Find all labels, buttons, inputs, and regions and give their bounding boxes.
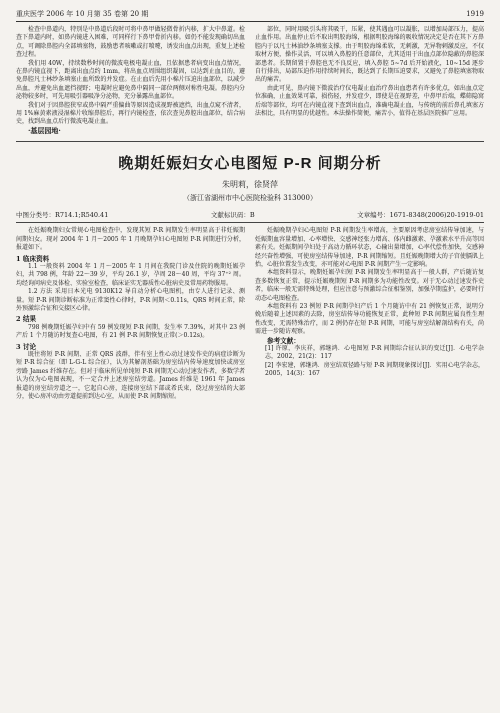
document-code: 文献标识码：B xyxy=(210,211,255,220)
body-left-column xyxy=(16,227,245,401)
paragraph: 在妊娠晚期妇女常规心电图检查中，发现其短 P-R 间期发生率明显高于非妊娠期间期妇女。现对 2004 年 1 月～2005 年 1 月晚期孕妇心电图短 P-R 间期进行分析，报道如下。 xyxy=(16,227,245,252)
paragraph: 由此可见，鼻内镜下微波治疗仪电凝止血治疗鼻出血患者有许多优点，如出血点定位准确，止血效果可靠，损伤轻，并发症少，即使是在视野差，中鼻甲后端，蝶筛隐窝后端等部位，均可在内镜直视下查到出血点，准确电凝止血，与传统的前后鼻孔填塞方法相比，具有明显的优越性。本法操作简便，痛苦小，值得在基层医院推广应用。 xyxy=(255,84,484,118)
journal-issue: 重庆医学 2006 年 10 月第 35 卷第 20 期 xyxy=(16,10,149,18)
article-affiliation: （浙江省湖州市中心医院检验科 313000） xyxy=(183,194,317,203)
article-title: 晚期妊娠妇女心电图短 P-R 间期分析 xyxy=(118,155,382,173)
article-body xyxy=(16,227,484,401)
paragraph: 我们对于因鼻腔狭窄或鼻中隔严重偏曲等原因造成视野被遮挡，出血点窥不清者，用 1%麻黄素液浸湿棉片收缩鼻腔后，再行内镜检查，依次查见鼻腔出血部位，结合病史，找到出血点后行微波电凝止血。 xyxy=(16,101,245,126)
section-mark: ·基层园地· xyxy=(28,125,61,135)
paragraph: 部位，同时用吸引头将其吸干，压紧，使其遇血可以凝胀，以增加局部压力，提高止血作用。出血停止后不取出明胶海绵，根据明胶海绵的吸收情况决定是否在其下方鼻腔内于以凡士林油纱条填塞支撑。由于明胶海绵柔软，无刺激，无异物刺激反应，不仅取材方便，操作灵活，可以填入鼻腔的任意部位，尤其适用于出血点部位隐蔽的鼻腔深部患者。长期留置于鼻腔也无不良反应，填入鼻腔 5~7d 后开始液化，10~15d 逐步自行排出，局部压迫作用持续时间长，既达到了长期压迫要求，又避免了鼻腔填塞物取出的痛苦。 xyxy=(255,26,484,84)
paragraph: 1.1 一般资料 2004 年 1 月～2005 年 1 月间在我院门诊及住院的晚期妊娠孕妇，共 798 例，年龄 22～39 岁，平均 26.1 岁，孕周 28～40 周，平均 37⁺² 周。均经询问病史及体检、实验室检查，临床证实无器质性心脏病史及常用药物服用。 xyxy=(16,262,245,287)
page-number: 1919 xyxy=(466,10,484,18)
article-number: 文章编号：1671-8348(2006)20-1919-01 xyxy=(357,211,484,220)
paragraph: 妊娠晚期孕妇心电图短 P-R 间期发生率增高，主要原因考虑房室结传导加速，与妊娠期血容量增加、心率增快、交感神经张力增高、体内雌激素、孕激素水平升高等因素有关。妊娠期间孕妇处于高动力循环状态，心输出量增加，心率代偿性加快，交感神经兴奋性增强，可使房室结传导加速，P-R 间期缩短。且妊娠晚期增大的子宫使膈肌上抬，心脏位置发生改变，亦可能对心电图 P-R 间期产生一定影响。 xyxy=(255,227,484,268)
paragraph: 798 例晚期妊娠孕妇中有 59 例发现短 P-R 间期，发生率 7.39%，对其中 23 例产后 1 个月随访时复查心电图，有 21 例 P-R 间期恢复正常(＞0.12s)。 xyxy=(16,323,245,340)
previous-article xyxy=(16,26,484,135)
classification-line xyxy=(16,210,484,223)
prev-right-column xyxy=(255,26,484,135)
prev-left-column xyxy=(16,26,245,135)
article-divider xyxy=(16,141,484,142)
reference-item: [1] 许原，李庆祥，郭继鸿．心电图短 P-R 间期综合征认识的变迁[J]．心电学杂志，2002，21(2)：117 xyxy=(265,344,484,361)
running-header xyxy=(16,10,484,22)
paragraph: 我们用 40W，持续数秒时间的微波电极电凝止血，且依据患者病变出血点情况，在鼻内镜直视下，距离出血点约 1mm，将出血点周围组织凝固，以达到止血目的，避免鼻腔凡士林纱条填塞止血所致的并发症。在止血后先用小棉片压迫出血部位，以减少出血，并避免出血遮挡视野；电凝时应避免鼻中隔同一部位两侧对称性电凝。鼻腔内分泌物较多时，可先用吸引器吸净分泌物，充分暴露出血部位。 xyxy=(16,59,245,101)
paragraph: 本组资料有 23 例短 P-R 间期孕妇产后 1 个月随访中有 21 例恢复正常，说明分娩后随着上述因素的去除，房室结传导功能恢复正常，此种短 P-R 间期应属良性生理性改变，无需特殊治疗，而 2 例仍存在短 P-R 间期，可能与房室结解剖结构有关，尚需进一步随访观察。 xyxy=(255,302,484,336)
paragraph: 检查中鼻道内，特别是中鼻道后段时可将中鼻甲做轻微骨折内移，扩大中鼻道。检查下鼻道内时，如鼻内镜进入困难，可同样行下鼻甲骨折内移。如仍不能发现确切出血点，可调除鼻腔内全部填塞物，鼓励患者咳嗽或打喷嚏，诱发出血点出现，重复上述检查过程。 xyxy=(16,26,245,59)
paragraph: 既往将短 P-R 间期、正常 QRS 波群，伴有室上性心动过速发作史的病症诊断为短 P-R 综合征（即 L-G-L 综合征），认为其解剖基础为房室结内传导速度加快或房室旁路 James 纤维存在。但对于临床所见单纯短 P-R 间期无心动过速发作者，多数学者认为仅为心电图表现，不一定合并上述房室结旁道。James 纤维是 1961 年 James 报道的房室结旁道之一，它起自心房，连接房室结下部或希氏束，绕过房室结的大部分，使心房冲动由旁道提前到达心室，从而使 P-R 间期缩短。 xyxy=(16,350,245,400)
paragraph: 1.2 方法 采用日本光电 9130K12 导自动分析心电图机，由专人进行记录、测量。短 P-R 间期诊断标准为正常窦性心律时，P-R 间期＜0.11s，QRS 时间正常，除外预激综合征和交接区心律。 xyxy=(16,288,245,312)
section-heading: 1 临床资料 xyxy=(16,254,50,263)
paragraph: 本组资料显示，晚期妊娠孕妇短 P-R 间期发生率明显高于一般人群，产后随访复查多数恢复正常，提示妊娠晚期短 P-R 间期多为功能性改变。对于无心动过速发作史者，临床一般无需特殊处理，但应注意与预激综合征相鉴别，加强孕期监护，必要时行动态心电图检查。 xyxy=(255,269,484,302)
references-heading: 参考文献： xyxy=(267,336,300,345)
reference-item: [2] 李宏建，郭继鸿．房室结双径路与短 P-R 间期现象探讨[J]．实用心电学杂志，2005，14(3)：167 xyxy=(265,361,484,378)
section-heading: 2 结果 xyxy=(16,315,37,324)
clc-number: 中图分类号：R714.1;R540.41 xyxy=(16,211,109,220)
section-heading: 3 讨论 xyxy=(16,342,37,351)
article-authors: 朱明莉，徐贤萍 xyxy=(222,180,278,190)
body-right-column xyxy=(255,227,484,401)
